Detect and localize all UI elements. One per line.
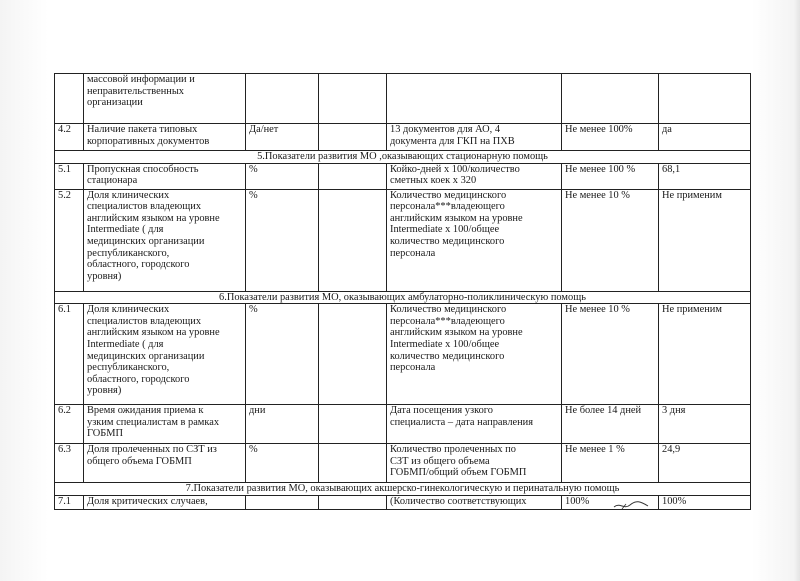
pen-scribble xyxy=(612,498,650,512)
unit-cell: % xyxy=(246,163,319,189)
row-number: 5.1 xyxy=(55,163,84,189)
section-row xyxy=(55,151,751,164)
unit-cell: % xyxy=(246,189,319,291)
formula-cell xyxy=(387,74,562,124)
page-edge-shadow xyxy=(794,0,800,581)
section-row xyxy=(55,291,751,304)
target-cell: Не менее 10 % xyxy=(562,304,659,405)
empty-cell xyxy=(319,74,387,124)
row-number: 7.1 xyxy=(55,495,84,509)
value-cell: Не применим xyxy=(659,189,751,291)
row-number xyxy=(55,74,84,124)
unit-cell xyxy=(246,74,319,124)
row-number: 4.2 xyxy=(55,124,84,151)
formula-cell: Количество медицинского персонала***владеющего английским языком на уровне Intermediate х 100/общее количество медицинского персонала xyxy=(387,304,562,405)
target-cell: Не более 14 дней xyxy=(562,405,659,444)
table-row xyxy=(55,405,751,444)
indicator-name: Доля клинических специалистов владеющих английским языком на уровне Intermediate ( для медицинских организации республиканского, областного, городского уровня) xyxy=(84,189,246,291)
empty-cell xyxy=(319,189,387,291)
table-row xyxy=(55,304,751,405)
indicator-name: Доля пролеченных по СЗТ из общего объема ГОБМП xyxy=(84,444,246,483)
indicator-name: Наличие пакета типовых корпоративных документов xyxy=(84,124,246,151)
section-heading-6: 6.Показатели развития МО, оказывающих амбулаторно-поликлиническую помощь xyxy=(55,291,751,304)
table-row xyxy=(55,444,751,483)
unit-cell xyxy=(246,495,319,509)
value-cell xyxy=(659,74,751,124)
formula-cell: Койко-дней х 100/количество сметных коек х 320 xyxy=(387,163,562,189)
row-number: 6.3 xyxy=(55,444,84,483)
target-cell: Не менее 100% xyxy=(562,124,659,151)
row-number: 6.2 xyxy=(55,405,84,444)
table-row xyxy=(55,189,751,291)
value-cell: да xyxy=(659,124,751,151)
value-cell: 3 дня xyxy=(659,405,751,444)
indicator-name: Доля клинических специалистов владеющих английским языком на уровне Intermediate ( для медицинских организации республиканского, областного, городского уровня) xyxy=(84,304,246,405)
empty-cell xyxy=(319,444,387,483)
value-cell: 68,1 xyxy=(659,163,751,189)
indicator-name: массовой информации и неправительственных организации xyxy=(84,74,246,124)
unit-cell: % xyxy=(246,304,319,405)
row-number: 5.2 xyxy=(55,189,84,291)
row-number: 6.1 xyxy=(55,304,84,405)
formula-cell: Дата посещения узкого специалиста – дата направления xyxy=(387,405,562,444)
formula-cell: Количество медицинского персонала***владеющего английским языком на уровне Intermediate х 100/общее количество медицинского персонала xyxy=(387,189,562,291)
unit-cell: Да/нет xyxy=(246,124,319,151)
target-cell: 100% xyxy=(562,495,659,509)
target-cell xyxy=(562,74,659,124)
section-heading-7: 7.Показатели развития МО, оказывающих акшерско-гинекологическую и перинатальную помощь xyxy=(55,483,751,496)
target-cell: Не менее 100 % xyxy=(562,163,659,189)
value-cell: 100% xyxy=(659,495,751,509)
empty-cell xyxy=(319,124,387,151)
table-row xyxy=(55,124,751,151)
indicator-name: Время ожидания приема к узким специалистам в рамках ГОБМП xyxy=(84,405,246,444)
value-cell: Не применим xyxy=(659,304,751,405)
empty-cell xyxy=(319,163,387,189)
table-row xyxy=(55,74,751,124)
target-cell: Не менее 1 % xyxy=(562,444,659,483)
section-heading-5: 5.Показатели развития МО ,оказывающих стационарную помощь xyxy=(55,151,751,164)
indicator-name: Пропускная способность стационара xyxy=(84,163,246,189)
empty-cell xyxy=(319,495,387,509)
formula-cell: Количество пролеченных по СЗТ из общего объема ГОБМП/общий объем ГОБМП xyxy=(387,444,562,483)
target-cell: Не менее 10 % xyxy=(562,189,659,291)
formula-cell: 13 документов для АО, 4 документа для ГКП на ПХВ xyxy=(387,124,562,151)
value-cell: 24,9 xyxy=(659,444,751,483)
empty-cell xyxy=(319,405,387,444)
empty-cell xyxy=(319,304,387,405)
unit-cell: % xyxy=(246,444,319,483)
unit-cell: дни xyxy=(246,405,319,444)
indicator-name: Доля критических случаев, xyxy=(84,495,246,509)
indicators-table xyxy=(54,73,751,510)
formula-cell: (Количество соответствующих xyxy=(387,495,562,509)
table-row xyxy=(55,163,751,189)
section-row xyxy=(55,483,751,496)
